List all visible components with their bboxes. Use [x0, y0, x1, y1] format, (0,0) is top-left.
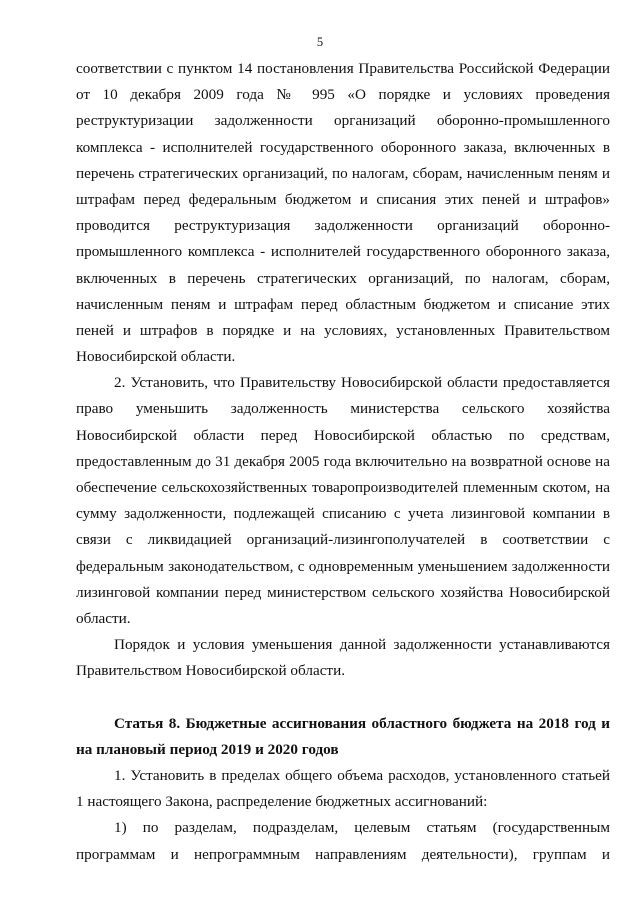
- text-line: 1 настоящего Закона, распределение бюджетных ассигнований:: [76, 793, 488, 811]
- document-body: [76, 56, 610, 868]
- blank-line: [76, 685, 610, 711]
- text-line: 2. Установить, что Правительству Новосибирской области предоставляется: [114, 374, 610, 392]
- text-line: перечень стратегических организаций, по налогам, сборам, начисленным пеням и: [76, 164, 610, 182]
- text-line: реструктуризации задолженности организаций оборонно-промышленного: [76, 112, 610, 130]
- text-line: комплекса - исполнителей государственного оборонного заказа, включенных в: [76, 138, 610, 156]
- text-line: промышленного комплекса - исполнителей государственного оборонного заказа,: [76, 243, 610, 261]
- text-line: включенных в перечень стратегических организаций, по налогам, сборам,: [76, 269, 610, 287]
- text-line: Новосибирской области перед Новосибирской областью по средствам,: [76, 426, 610, 444]
- text-line: Новосибирской области.: [76, 348, 236, 366]
- text-line: начисленным пеням и штрафам перед областным бюджетом и списание этих: [76, 295, 610, 313]
- article-heading-line: Статья 8. Бюджетные ассигнования областного бюджета на 2018 год и: [114, 714, 610, 732]
- text-line: штрафам перед федеральным бюджетом и списания этих пеней и штрафов»: [76, 190, 610, 208]
- text-line: лизинговой компании перед министерством сельского хозяйства Новосибирской: [76, 583, 610, 601]
- text-line: соответствии с пунктом 14 постановления Правительства Российской Федерации: [76, 60, 610, 77]
- article-heading-line: на плановый период 2019 и 2020 годов: [76, 740, 339, 758]
- text-line: предоставленным до 31 декабря 2005 года включительно на возвратной основе на: [76, 452, 610, 470]
- text-line: области.: [76, 609, 131, 627]
- text-line: 1) по разделам, подразделам, целевым статьям (государственным: [114, 819, 610, 837]
- text-line: право уменьшить задолженность министерства сельского хозяйства: [76, 400, 610, 418]
- page-number: 5: [316, 35, 324, 49]
- text-line: Правительством Новосибирской области.: [76, 662, 345, 680]
- text-line: связи с ликвидацией организаций-лизингополучателей в соответствии с: [76, 531, 610, 549]
- text-line: 1. Установить в пределах общего объема расходов, установленного статьей: [114, 767, 610, 785]
- text-line: Порядок и условия уменьшения данной задолженности устанавливаются: [114, 636, 610, 654]
- text-line: федеральным законодательством, с одновременным уменьшением задолженности: [76, 557, 610, 575]
- text-line: пеней и штрафов в порядке и на условиях, установленных Правительством: [76, 321, 610, 339]
- text-line: проводится реструктуризация задолженности организаций оборонно-: [76, 217, 610, 235]
- text-line: сумму задолженности, подлежащей списанию с учета лизинговой компании в: [76, 505, 610, 523]
- text-line: программам и непрограммным направлениям деятельности), группам и: [76, 845, 610, 863]
- text-line: от 10 декабря 2009 года № 995 «О порядке и условиях проведения: [76, 86, 610, 104]
- text-line: обеспечение сельскохозяйственных товаропроизводителей племенным скотом, на: [76, 479, 610, 496]
